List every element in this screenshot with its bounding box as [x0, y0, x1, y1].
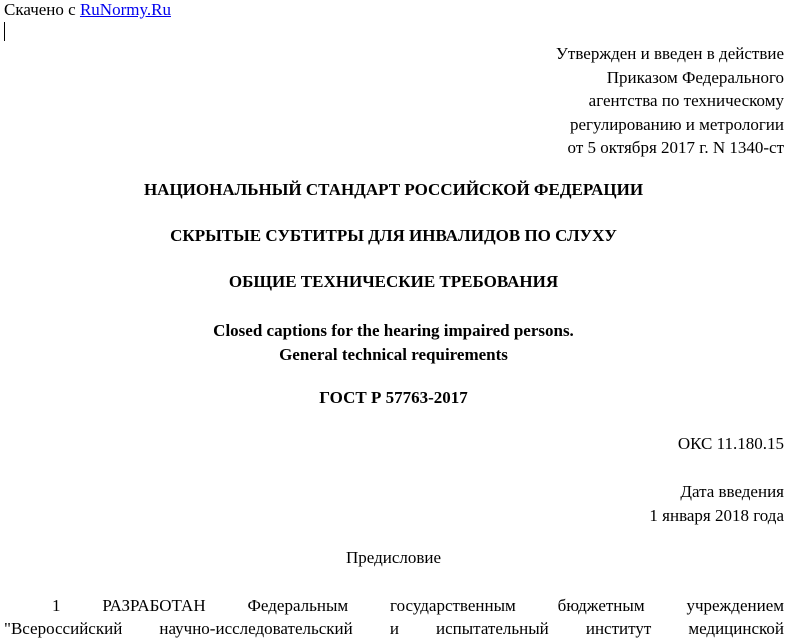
paragraph-line: 1 РАЗРАБОТАН Федеральным государственным бюджетным учреждением [52, 596, 784, 615]
gost-number: ГОСТ Р 57763-2017 [319, 388, 468, 407]
paragraph-1 [4, 594, 784, 640]
preface-heading: Предисловие [345, 548, 442, 567]
english-title [0, 319, 787, 366]
introduction-date-block [384, 480, 784, 527]
paragraph-line: "Всероссийский научно-исследовательский и испытательный институт медицинской [4, 619, 784, 638]
oks-code: ОКС 11.180.15 [677, 434, 784, 453]
introduction-date: 1 января 2018 года [649, 505, 784, 525]
introduction-label: Дата введения [680, 482, 784, 501]
approval-line: Приказом Федерального [606, 67, 784, 87]
standard-heading: НАЦИОНАЛЬНЫЙ СТАНДАРТ РОССИЙСКОЙ ФЕДЕРАЦИИ [143, 180, 644, 199]
english-title-line: Closed captions for the hearing impaired persons. [213, 321, 574, 340]
document-subtitle: ОБЩИЕ ТЕХНИЧЕСКИЕ ТРЕБОВАНИЯ [228, 272, 559, 291]
approval-line: регулированию и метрологии [569, 114, 784, 134]
approval-block [384, 42, 784, 160]
source-prefix: Скачено с [4, 0, 80, 19]
text-caret [4, 22, 5, 41]
approval-line: от 5 октября 2017 г. N 1340-ст [567, 138, 784, 157]
document-title: СКРЫТЫЕ СУБТИТРЫ ДЛЯ ИНВАЛИДОВ ПО СЛУХУ [170, 226, 617, 245]
source-link[interactable]: RuNormy.Ru [79, 0, 171, 19]
source-line [4, 0, 171, 20]
approval-line: агентства по техническому [588, 91, 784, 110]
approval-line: Утвержден и введен в действие [555, 44, 784, 63]
english-title-line: General technical requirements [279, 344, 508, 364]
